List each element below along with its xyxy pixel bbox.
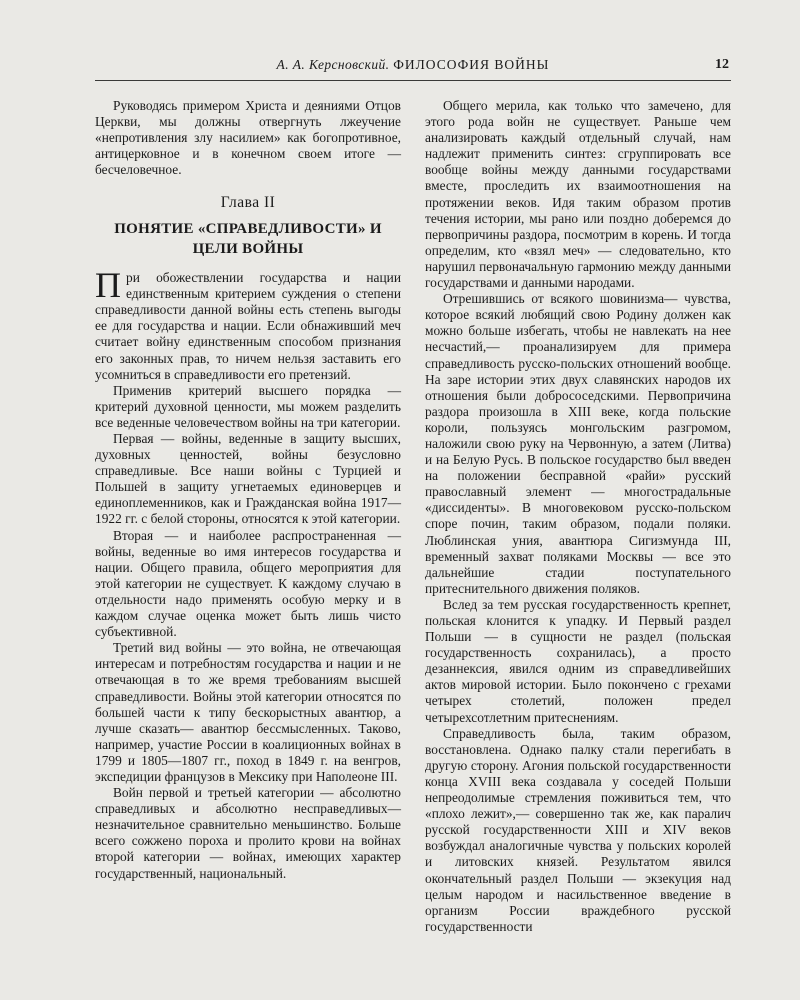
paragraph: Первая — войны, веденные в защиту высших, духовных ценностей, войны безусловно справедливые. Все наши войны с Турцией и Польшей в защиту угнетаемых единоверцев и единоплеменников, как и Гражданская война 1917—1922 гг. с белой стороны, относятся к этой категории. <box>95 431 401 527</box>
paragraph: Применив критерий высшего порядка — критерий духовной ценности, мы можем разделить все веденные человечеством войны на три категории. <box>95 382 401 430</box>
page-number: 12 <box>715 57 729 72</box>
running-title <box>95 57 731 73</box>
text-columns <box>95 98 731 935</box>
author-name: А. А. Керсновский. <box>276 57 390 72</box>
drop-cap: П <box>95 265 121 306</box>
paragraph: Руководясь примером Христа и деяниями Отцов Церкви, мы должны отвергнуть лжеучение «непротивления злу насилием» как богопротивное, антицерковное и в конечном своем итоге — бесчеловечное. <box>95 98 401 178</box>
paragraph: Отрешившись от всякого шовинизма— чувства, которое всякий любящий свою Родину должен как можно больше избегать, чтобы не навлекать на нее несчастий,— проанализируем для примера справедливость русско-польских отношений вообще. На заре истории этих двух славянских народов их отношения были добрососедскими. Первопричина раздора произошла в XIII веке, когда польские короли, пользуясь монгольским разгромом, наложили свою руку на Червонную, а затем (Литва) и на Белую Русь. В польское государство был введен на положении бесправной «райи» русский православный элемент — многострадальные «диссиденты». В многовековом русско-польском споре почин, таким образом, подали поляки. Люблинская уния, авантюра Сигизмунда III, временный захват поляками Москвы — все это дальнейшие стадии поступательного притеснительного движения поляков. <box>425 291 731 596</box>
running-head <box>95 57 731 81</box>
chapter-label: Глава II <box>220 194 276 212</box>
chapter-title: ПОНЯТИЕ «СПРАВЕДЛИВОСТИ» И ЦЕЛИ ВОЙНЫ <box>114 220 382 257</box>
book-title: ФИЛОСОФИЯ ВОЙНЫ <box>393 57 550 72</box>
paragraph: Общего мерила, как только что замечено, для этого рода войн не существует. Раньше чем анализировать каждый отдельный случай, нам надлежит применить синтез: сгруппировать все вообще войны между данными государствами вместе, проследить их взаимоотношения на протяжении веков. Идя таким образом против течения истории, мы рано или поздно доберемся до первопричины раздора, посмотрим в корень. И тогда определим, кто «взял меч» — следовательно, кто нарушил первоначальную гармонию между данными государствами и данными народами. <box>425 98 731 291</box>
paragraph: Справедливость была, таким образом, восстановлена. Однако палку стали перегибать в другую сторону. Агония польской государственности конца XVIII века создавала у соседей Польши непреодолимые стремления поживиться тем, что «плохо лежит»,— совершенно так же, как паралич русской государственности XIII и XIV веков возбуждал аналогичные чувства у польских королей и литовских князей. Результатом явился окончательный раздел Польши — экзекуция над целым народом и насильственное введение в организм России враждебного русской государственности <box>425 725 731 934</box>
right-column <box>425 98 731 935</box>
left-column <box>95 98 401 935</box>
paragraph: Вслед за тем русская государственность крепнет, польская клонится к упадку. И Первый раздел Польши — в сущности не раздел (польская государственность сохранилась), а просто дезаннексия, явился одним из справедливейших актов мировой истории. Было покончено с грехами четырех столетий, положен предел четырехсотлетним притеснениям. <box>425 596 731 725</box>
lead-paragraph-text: ри обожествлении государства и нации единственным критерием суждения о степени справедливости данной войны есть степень выгоды ее для государства и нации. Если обнаживший меч считает войну единственным способом признания его законных прав, то ничем нельзя заставить его усомниться в справедливости его претензий. <box>95 270 401 382</box>
paragraph: Войн первой и третьей категории — абсолютно справедливых и абсолютно несправедливых— незначительное сравнительно меньшинство. Больше всего сожжено пороха и пролито крови на войнах второй категории — войнах, имеющих характер государственный, национальный. <box>95 785 401 881</box>
paragraph: Третий вид войны — это война, не отвечающая интересам и потребностям государства и нации и не отвечающая в то же время требованиям высшей справедливости. Войны этой категории относятся по большей части к типу бескорыстных авантюр, а лучше сказать— авантюр бессмысленных. Таково, например, участие России в коалиционных войнах в 1799 и 1805—1807 гг., поход в 1849 г. на венгров, экспедиции французов в Мексику при Наполеоне III. <box>95 640 401 784</box>
paragraph: Вторая — и наиболее распространенная — войны, веденные во имя интересов государства и нации. Общего правила, общего мероприятия для этой категории не существует. К каждому случаю в отдельности надо применять особую мерку и в каждом случае оценка может быть лишь чисто субъективной. <box>95 527 401 640</box>
lead-paragraph <box>95 265 401 383</box>
